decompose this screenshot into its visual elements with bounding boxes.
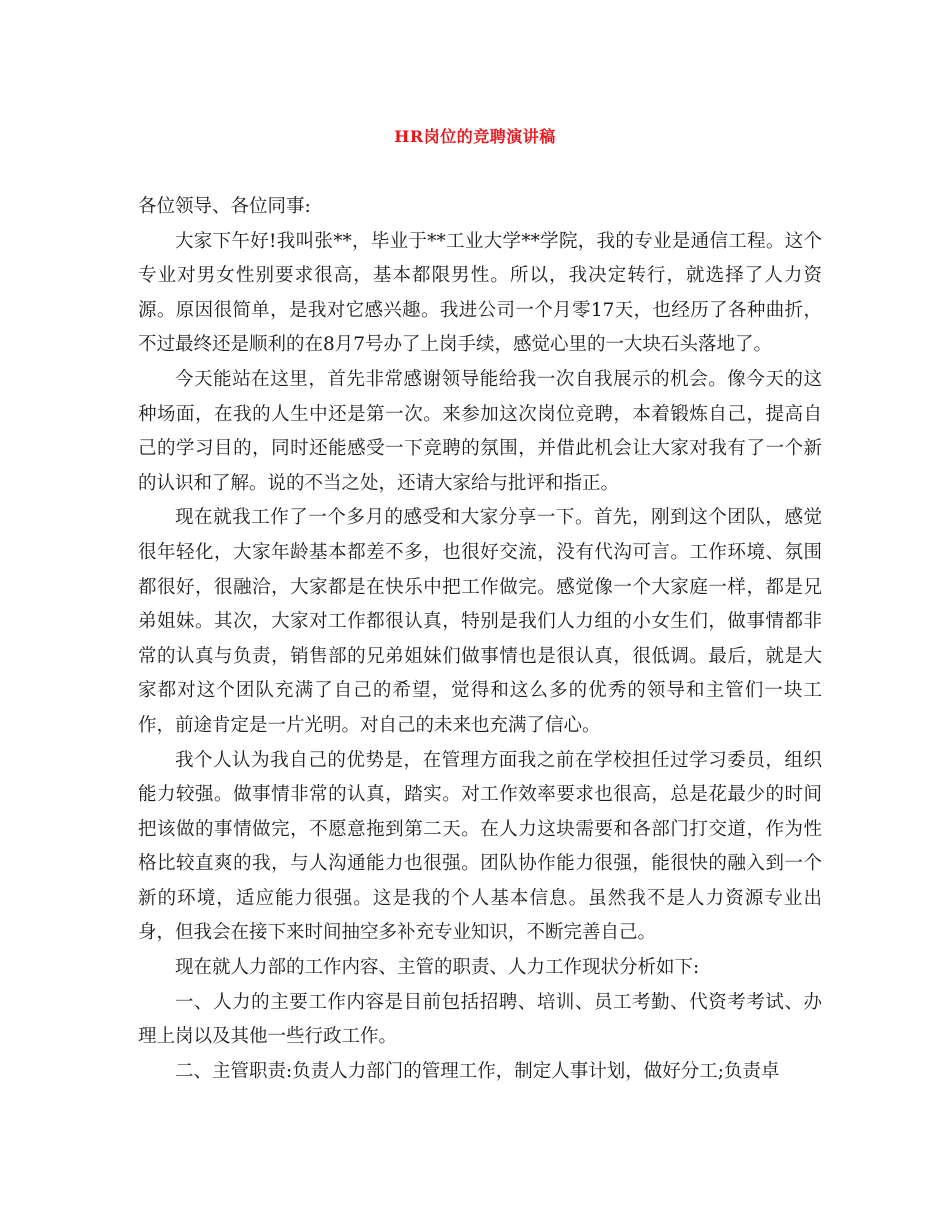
document-title: HR岗位的竞聘演讲稿 — [394, 127, 556, 146]
salutation: 各位领导、各位同事: — [138, 196, 311, 217]
paragraph-personal-strengths: 我个人认为我自己的优势是，在管理方面我之前在学校担任过学习委员，组织能力较强。做事情非常的认真，踏实。对工作效率要求也很高，总是花最少的时间把该做的事情做完，不愿意拖到第二天。在人力这块需要和各部门打交道，作为性格比较直爽的我，与人沟通能力也很强。团队协作能力很强，能很快的融入到一个新的环境，适应能力很强。这是我的个人基本信息。虽然我不是人力资源专业出身，但我会在接下来时间抽空多补充专业知识，不断完善自己。 — [138, 749, 822, 944]
paragraph-work-content: 一、人力的主要工作内容是目前包括招聘、培训、员工考勤、代资考考试、办理上岗以及其他一些行政工作。 — [138, 991, 822, 1048]
paragraph-self-introduction: 大家下午好!我叫张**，毕业于**工业大学**学院，我的专业是通信工程。这个专业对男女性别要求很高，基本都限男性。所以，我决定转行，就选择了人力资源。原因很简单，是我对它感兴趣。我进公司一个月零17天，也经历了各种曲折，不过最终还是顺利的在8月7号办了上岗手续，感觉心里的一大块石头落地了。 — [138, 230, 822, 356]
paragraph-team-impressions: 现在就我工作了一个多月的感受和大家分享一下。首先，刚到这个团队，感觉很年轻化，大家年龄基本都差不多，也很好交流，没有代沟可言。工作环境、氛围都很好，很融洽，大家都是在快乐中把工作做完。感觉像一个大家庭一样，都是兄弟姐妹。其次，大家对工作都很认真，特别是我们人力组的小女生们，做事情都非常的认真与负责，销售部的兄弟姐妹们做事情也是很认真，很低调。最后，就是大家都对这个团队充满了自己的希望，觉得和这么多的优秀的领导和主管们一块工作，前途肯定是一片光明。对自己的未来也充满了信心。 — [138, 507, 822, 736]
paragraph-analysis-intro: 现在就人力部的工作内容、主管的职责、人力工作现状分析如下: — [175, 957, 700, 979]
paragraph-gratitude: 今天能站在这里，首先非常感谢领导能给我一次自我展示的机会。像今天的这种场面，在我的人生中还是第一次。来参加这次岗位竞聘，本着锻炼自己，提高自己的学习目的，同时还能感受一下竞聘的氛围，并借此机会让大家对我有了一个新的认识和了解。说的不当之处，还请大家给与批评和指正。 — [138, 368, 822, 494]
document-body — [138, 190, 822, 1089]
paragraph-supervisor-duties: 二、主管职责:负责人力部门的管理工作，制定人事计划，做好分工;负责卓 — [175, 1060, 780, 1082]
